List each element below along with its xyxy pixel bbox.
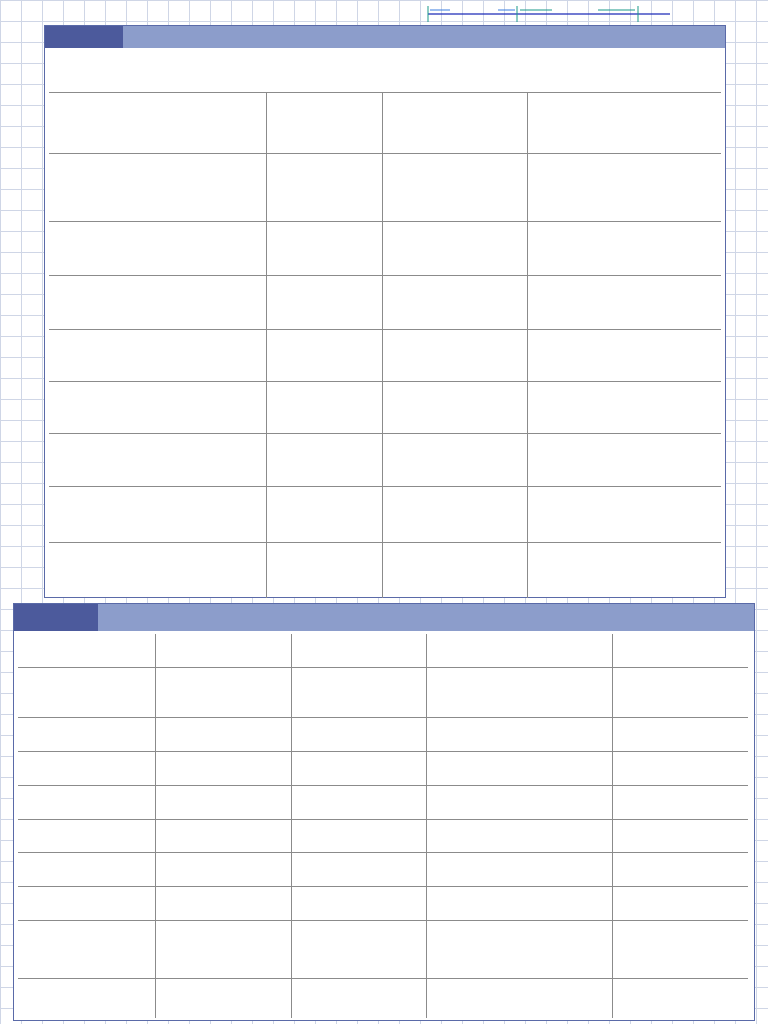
- table2-label: [14, 604, 98, 631]
- table-title-bar: [45, 26, 725, 48]
- murmur-characteristics-table: [13, 603, 755, 1021]
- table-label: [45, 26, 123, 48]
- murmur-classification-table: [44, 25, 726, 598]
- table2-title-bar: [14, 604, 754, 631]
